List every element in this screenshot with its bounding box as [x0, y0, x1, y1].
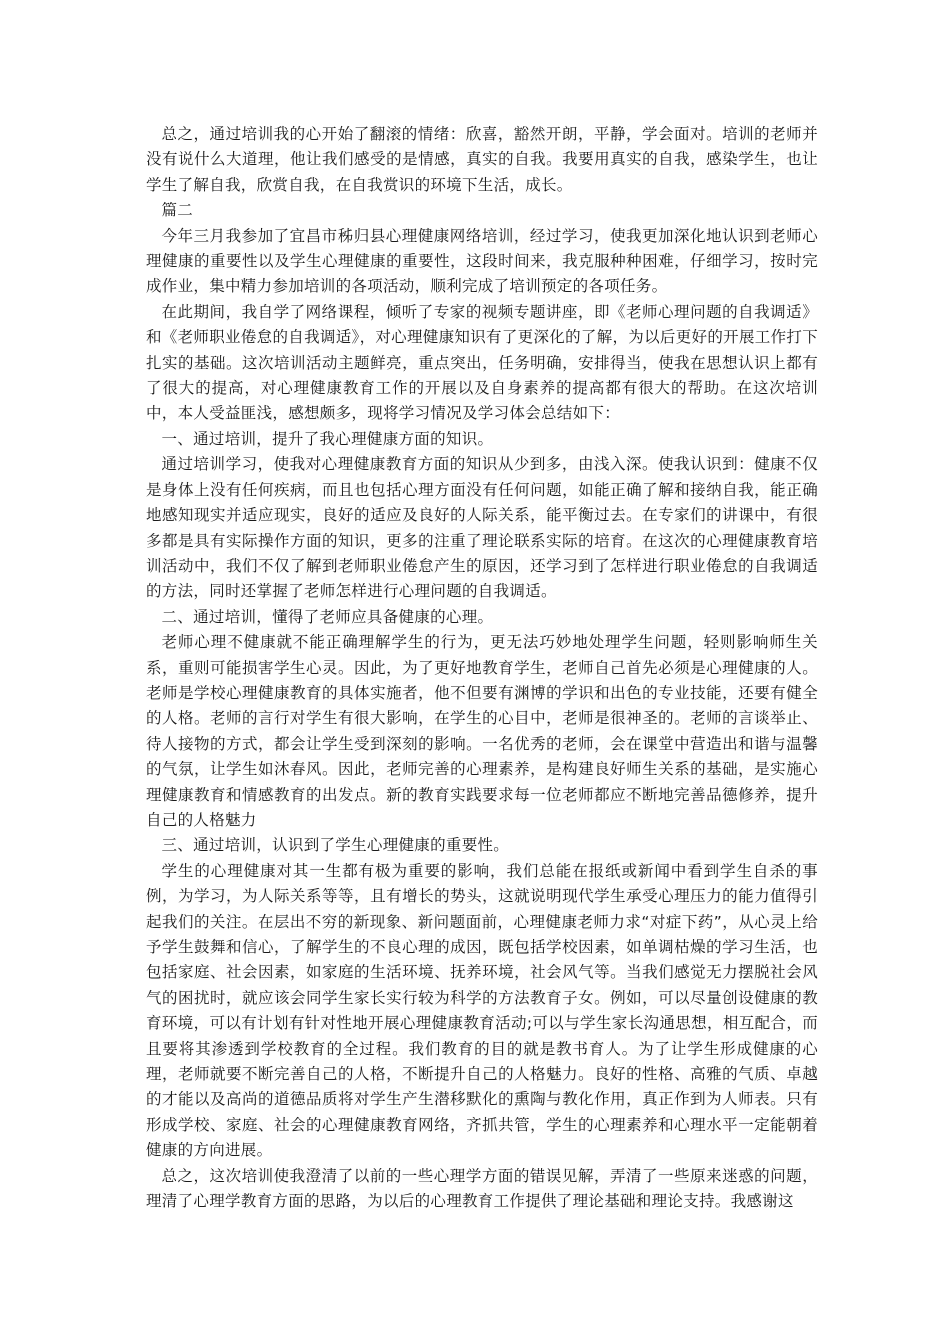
section-title-part-two: 篇二	[161, 201, 194, 220]
paragraph-section-one: 通过培训学习，使我对心理健康教育方面的知识从少到多，由浅入深。使我认识到：健康不仅是身体上没有任何疾病，而且也包括心理方面没有任何问题，如能正确了解和接纳自我，能正确地感知现实并适应现实，良好的适应及良好的人际关系，能平衡过去。在专家们的讲课中，有很多都是具有实际操作方面的知识，更多的注重了理论联系实际的培育。在这次的心理健康教育培训活动中，我们不仅了解到老师职业倦怠产生的原因，还学习到了怎样进行职业倦怠的自我调适的方法，同时还掌握了老师怎样进行心理问题的自我调适。	[146, 455, 818, 601]
paragraph-study-period: 在此期间，我自学了网络课程，倾听了专家的视频专题讲座，即《老师心理问题的自我调适》和《老师职业倦怠的自我调适》，对心理健康知识有了更深化的了解，为以后更好的开展工作打下扎实的基础。这次培训活动主题鲜亮，重点突出，任务明确，安排得当，使我在思想认识上都有了很大的提高，对心理健康教育工作的开展以及自身素养的提高都有很大的帮助。在这次培训中，本人受益匪浅，感想颇多，现将学习情况及学习体会总结如下：	[146, 302, 818, 423]
section-heading-two: 二、通过培训，懂得了老师应具备健康的心理。	[161, 607, 494, 626]
section-heading-one: 一、通过培训，提升了我心理健康方面的知识。	[161, 429, 494, 448]
document-body	[146, 122, 818, 1214]
paragraph-section-three: 学生的心理健康对其一生都有极为重要的影响，我们总能在报纸或新闻中看到学生自杀的事例，为学习，为人际关系等等，且有增长的势头，这就说明现代学生承受心理压力的能力值得引起我们的关注。在层出不穷的新现象、新问题面前，心理健康老师力求“对症下药”，从心灵上给予学生鼓舞和信心，了解学生的不良心理的成因，既包括学校因素，如单调枯燥的学习生活，也包括家庭、社会因素，如家庭的生活环境、抚养环境，社会风气等。当我们感觉无力摆脱社会风气的困扰时，就应该会同学生家长实行较为科学的方法教育子女。例如，可以尽量创设健康的教育环境，可以有计划有针对性地开展心理健康教育活动;可以与学生家长沟通思想，相互配合，而且要将其渗透到学校教育的全过程。我们教育的目的就是教书育人。为了让学生形成健康的心理，老师就要不断完善自己的人格，不断提升自己的人格魅力。良好的性格、高雅的气质、卓越的才能以及高尚的道德品质将对学生产生潜移默化的熏陶与教化作用，真正作到为人师表。只有形成学校、家庭、社会的心理健康教育网络，齐抓共管，学生的心理素养和心理水平一定能朝着健康的方向进展。	[146, 861, 818, 1160]
paragraph-section-two: 老师心理不健康就不能正确理解学生的行为，更无法巧妙地处理学生问题，轻则影响师生关系，重则可能损害学生心灵。因此，为了更好地教育学生，老师自己首先必须是心理健康的人。老师是学校心理健康教育的具体实施者，他不但要有渊博的学识和出色的专业技能，还要有健全的人格。老师的言行对学生有很大影响，在学生的心目中，老师是很神圣的。老师的言谈举止、待人接物的方式，都会让学生受到深刻的影响。一名优秀的老师，会在课堂中营造出和谐与温馨的气氛，让学生如沐春风。因此，老师完善的心理素养，是构建良好师生关系的基础，是实施心理健康教育和情感教育的出发点。新的教育实践要求每一位老师都应不断地完善品德修养，提升自己的人格魅力	[146, 633, 818, 829]
section-heading-three: 三、通过培训，认识到了学生心理健康的重要性。	[161, 836, 510, 855]
paragraph-summary-1: 总之，通过培训我的心开始了翻滚的情绪：欣喜，豁然开朗，平静，学会面对。培训的老师并没有说什么大道理，他让我们感受的是情感，真实的自我。我要用真实的自我，感染学生，也让学生了解自我，欣赏自我，在自我赏识的环境下生活，成长。	[146, 125, 818, 194]
paragraph-summary-2: 总之，这次培训使我澄清了以前的一些心理学方面的错误见解，弄清了一些原来迷惑的问题，理清了心理学教育方面的思路，为以后的心理教育工作提供了理论基础和理论支持。我感谢这	[146, 1166, 818, 1211]
paragraph-intro: 今年三月我参加了宜昌市秭归县心理健康网络培训，经过学习，使我更加深化地认识到老师心理健康的重要性以及学生心理健康的重要性，这段时间来，我克服种种困难，仔细学习，按时完成作业，集中精力参加培训的各项活动，顺利完成了培训预定的各项任务。	[146, 226, 818, 296]
